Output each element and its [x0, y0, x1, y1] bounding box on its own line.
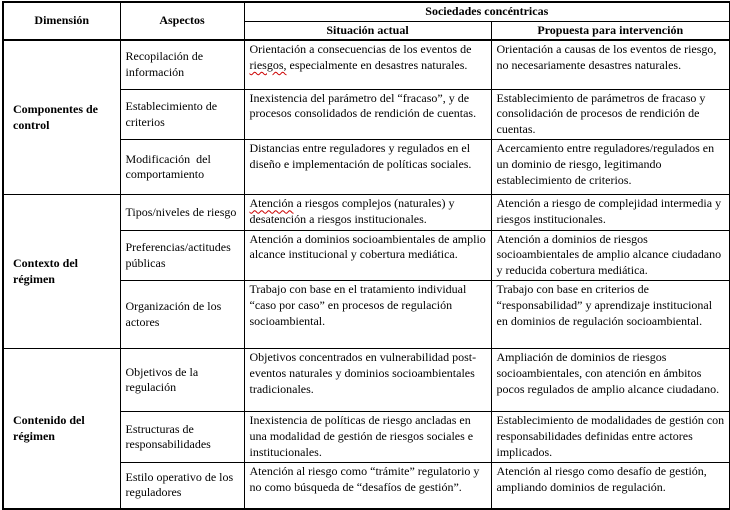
aspect-cell: Estilo operativo de los reguladores — [120, 463, 244, 509]
cell-text: Objetivos concentrados en vulnerabilidad post-eventos naturales y dominios socioambientales tradicionales. — [249, 350, 477, 396]
table-row — [3, 195, 730, 230]
header-propuesta: Propuesta para intervención — [491, 21, 730, 40]
propuesta-cell: Establecimiento de modalidades de gestión con responsabilidades definidas entre actores implicados. — [491, 412, 730, 463]
dimension-cell: Componentes de control — [3, 40, 120, 195]
header-aspects: Aspectos — [120, 2, 244, 40]
situacion-cell — [244, 230, 491, 281]
situacion-cell — [244, 89, 491, 140]
cell-text: Atención a dominios socioambientales de amplio alcance institucional y cobertura mediática. — [249, 231, 486, 262]
situacion-cell — [244, 195, 491, 230]
propuesta-cell: Acercamiento entre reguladores/regulados en un dominio de riesgo, legitimando establecimiento de criterios. — [491, 140, 730, 195]
header-row-top — [3, 2, 730, 21]
table-row — [3, 40, 730, 89]
misspelled-word: riesgos, — [249, 57, 287, 72]
propuesta-cell: Atención a riesgo de complejidad intermedia y riesgos institucionales. — [491, 195, 730, 230]
cell-text: especialmente en desastres naturales. — [286, 57, 468, 72]
cell-text: Inexistencia del parámetro del “fracaso”, y de procesos consolidados de rendición de cuentas. — [249, 90, 477, 121]
cell-text: Atención al riesgo como “trámite” regulatorio y no como búsqueda de “desafíos de gestión”. — [249, 464, 480, 494]
situacion-cell — [244, 412, 491, 463]
comparison-table — [2, 1, 730, 510]
cell-text: Inexistencia de políticas de riesgo ancladas en una modalidad de gestión de riesgos sociales e institucionales. — [249, 413, 474, 459]
header-dimension: Dimensión — [3, 2, 120, 40]
aspect-cell: Recopilación de información — [120, 40, 244, 89]
propuesta-cell: Ampliación de dominios de riesgos socioambientales, con atención en ámbitos pocos regulados de amplio alcance ciudadano. — [491, 349, 730, 412]
situacion-cell — [244, 349, 491, 412]
aspect-cell: Organización de los actores — [120, 281, 244, 349]
aspect-cell: Objetivos de la regulación — [120, 349, 244, 412]
aspect-cell: Modificación del comportamiento — [120, 140, 244, 195]
cell-text: Orientación a consecuencias de los eventos de — [249, 42, 472, 57]
situacion-cell — [244, 281, 491, 349]
dimension-cell: Contenido del régimen — [3, 349, 120, 509]
cell-text: Distancias entre reguladores y regulados en el diseño e implementación de políticas sociales. — [249, 141, 472, 172]
header-situacion-actual: Situación actual — [244, 21, 491, 40]
misspelled-word: Atención — [249, 196, 294, 211]
cell-text: a riesgos complejos (naturales) y desatención a riesgos institucionales. — [249, 196, 455, 227]
table-row — [3, 349, 730, 412]
aspect-cell: Preferencias/actitudes públicas — [120, 230, 244, 281]
aspect-cell: Estructuras de responsabilidades — [120, 412, 244, 463]
propuesta-cell: Establecimiento de parámetros de fracaso y consolidación de procesos de rendición de cuentas. — [491, 89, 730, 140]
propuesta-cell: Atención al riesgo como desafío de gestión, ampliando dominios de regulación. — [491, 463, 730, 509]
propuesta-cell: Trabajo con base en criterios de “responsabilidad” y aprendizaje institucional en dominios de regulación socioambiental. — [491, 281, 730, 349]
propuesta-cell: Orientación a causas de los eventos de riesgo, no necesariamente desastres naturales. — [491, 40, 730, 89]
propuesta-cell: Atención a dominios de riesgos socioambientales de amplio alcance ciudadano y reducida cobertura mediática. — [491, 230, 730, 281]
cell-text: Trabajo con base en el tratamiento individual “caso por caso” en procesos de regulación socioambiental. — [249, 282, 467, 328]
header-group-title: Sociedades concéntricas — [244, 2, 730, 21]
situacion-cell — [244, 463, 491, 509]
dimension-cell: Contexto del régimen — [3, 195, 120, 349]
aspect-cell: Tipos/niveles de riesgo — [120, 195, 244, 230]
situacion-cell — [244, 140, 491, 195]
situacion-cell — [244, 40, 491, 89]
aspect-cell: Establecimiento de criterios — [120, 89, 244, 140]
